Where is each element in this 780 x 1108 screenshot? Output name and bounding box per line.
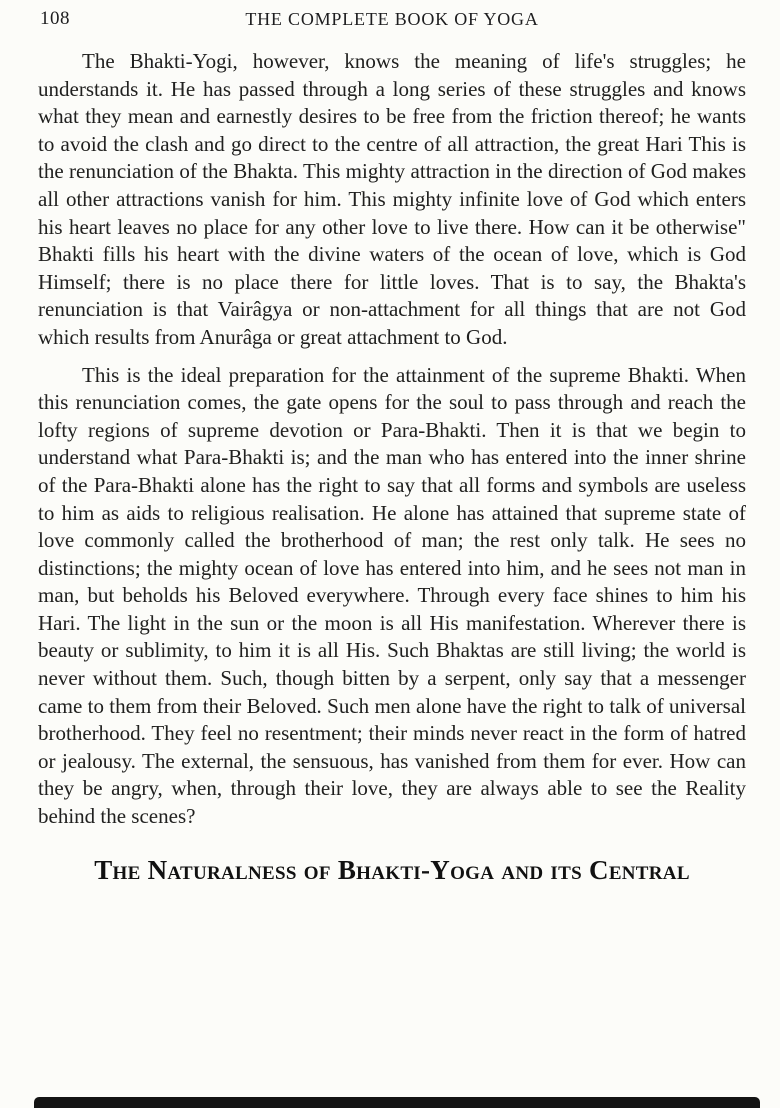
scan-edge-bar [34,1097,760,1108]
paragraph-1: The Bhakti-Yogi, however, knows the meaning of life's struggles; he understands it. He has passed through a long series of these struggles and knows what they mean and earnestly desires to be free from the friction thereof; he wants to avoid the clash and go direct to the centre of all attraction, the great Hari This is the renunciation of the Bhakta. This mighty attraction in the direction of God makes all other attractions vanish for him. This mighty infinite love of God which enters his heart leaves no place for any other love to live there. How can it be otherwise" Bhakti fills his heart with the divine waters of the ocean of love, which is God Himself; there is no place there for little loves. That is to say, the Bhakta's renunciation is that Vairâgya or non-attachment for all things that are not God which results from Anurâga or great attachment to God. [38,49,746,349]
running-title: THE COMPLETE BOOK OF YOGA [245,9,539,29]
paragraph-2: This is the ideal preparation for the attainment of the supreme Bhakti. When this renunciation comes, the gate opens for the soul to pass through and reach the lofty regions of supreme devotion or Para-Bhakti. Then it is that we begin to understand what Para-Bhakti is; and the man who has entered into the inner shrine of the Para-Bhakti alone has the right to say that all forms and symbols are useless to him as aids to religious realisation. He alone has attained that supreme state of love commonly called the brotherhood of man; the rest only talk. He sees no distinctions; the mighty ocean of love has entered into him, and he sees not man in man, but beholds his Beloved everywhere. Through every face shines to him his Hari. The light in the sun or the moon is all His manifestation. Wherever there is beauty or sublimity, to him it is all His. Such Bhaktas are still living; the world is never without them. Such, though bitten by a serpent, only say that a messenger came to them from their Beloved. Such men alone have the right to talk of universal brotherhood. They feel no resentment; their minds never react in the form of hatred or jealousy. The external, the sensuous, has vanished from them for ever. How can they be angry, when, through their love, they are always able to see the Reality behind the scenes? [38,362,746,829]
page-number: 108 [40,8,70,29]
section-heading: The Naturalness of Bhakti-Yoga and its Central [94,854,690,885]
body-text [38,48,746,831]
page-header [38,8,746,48]
